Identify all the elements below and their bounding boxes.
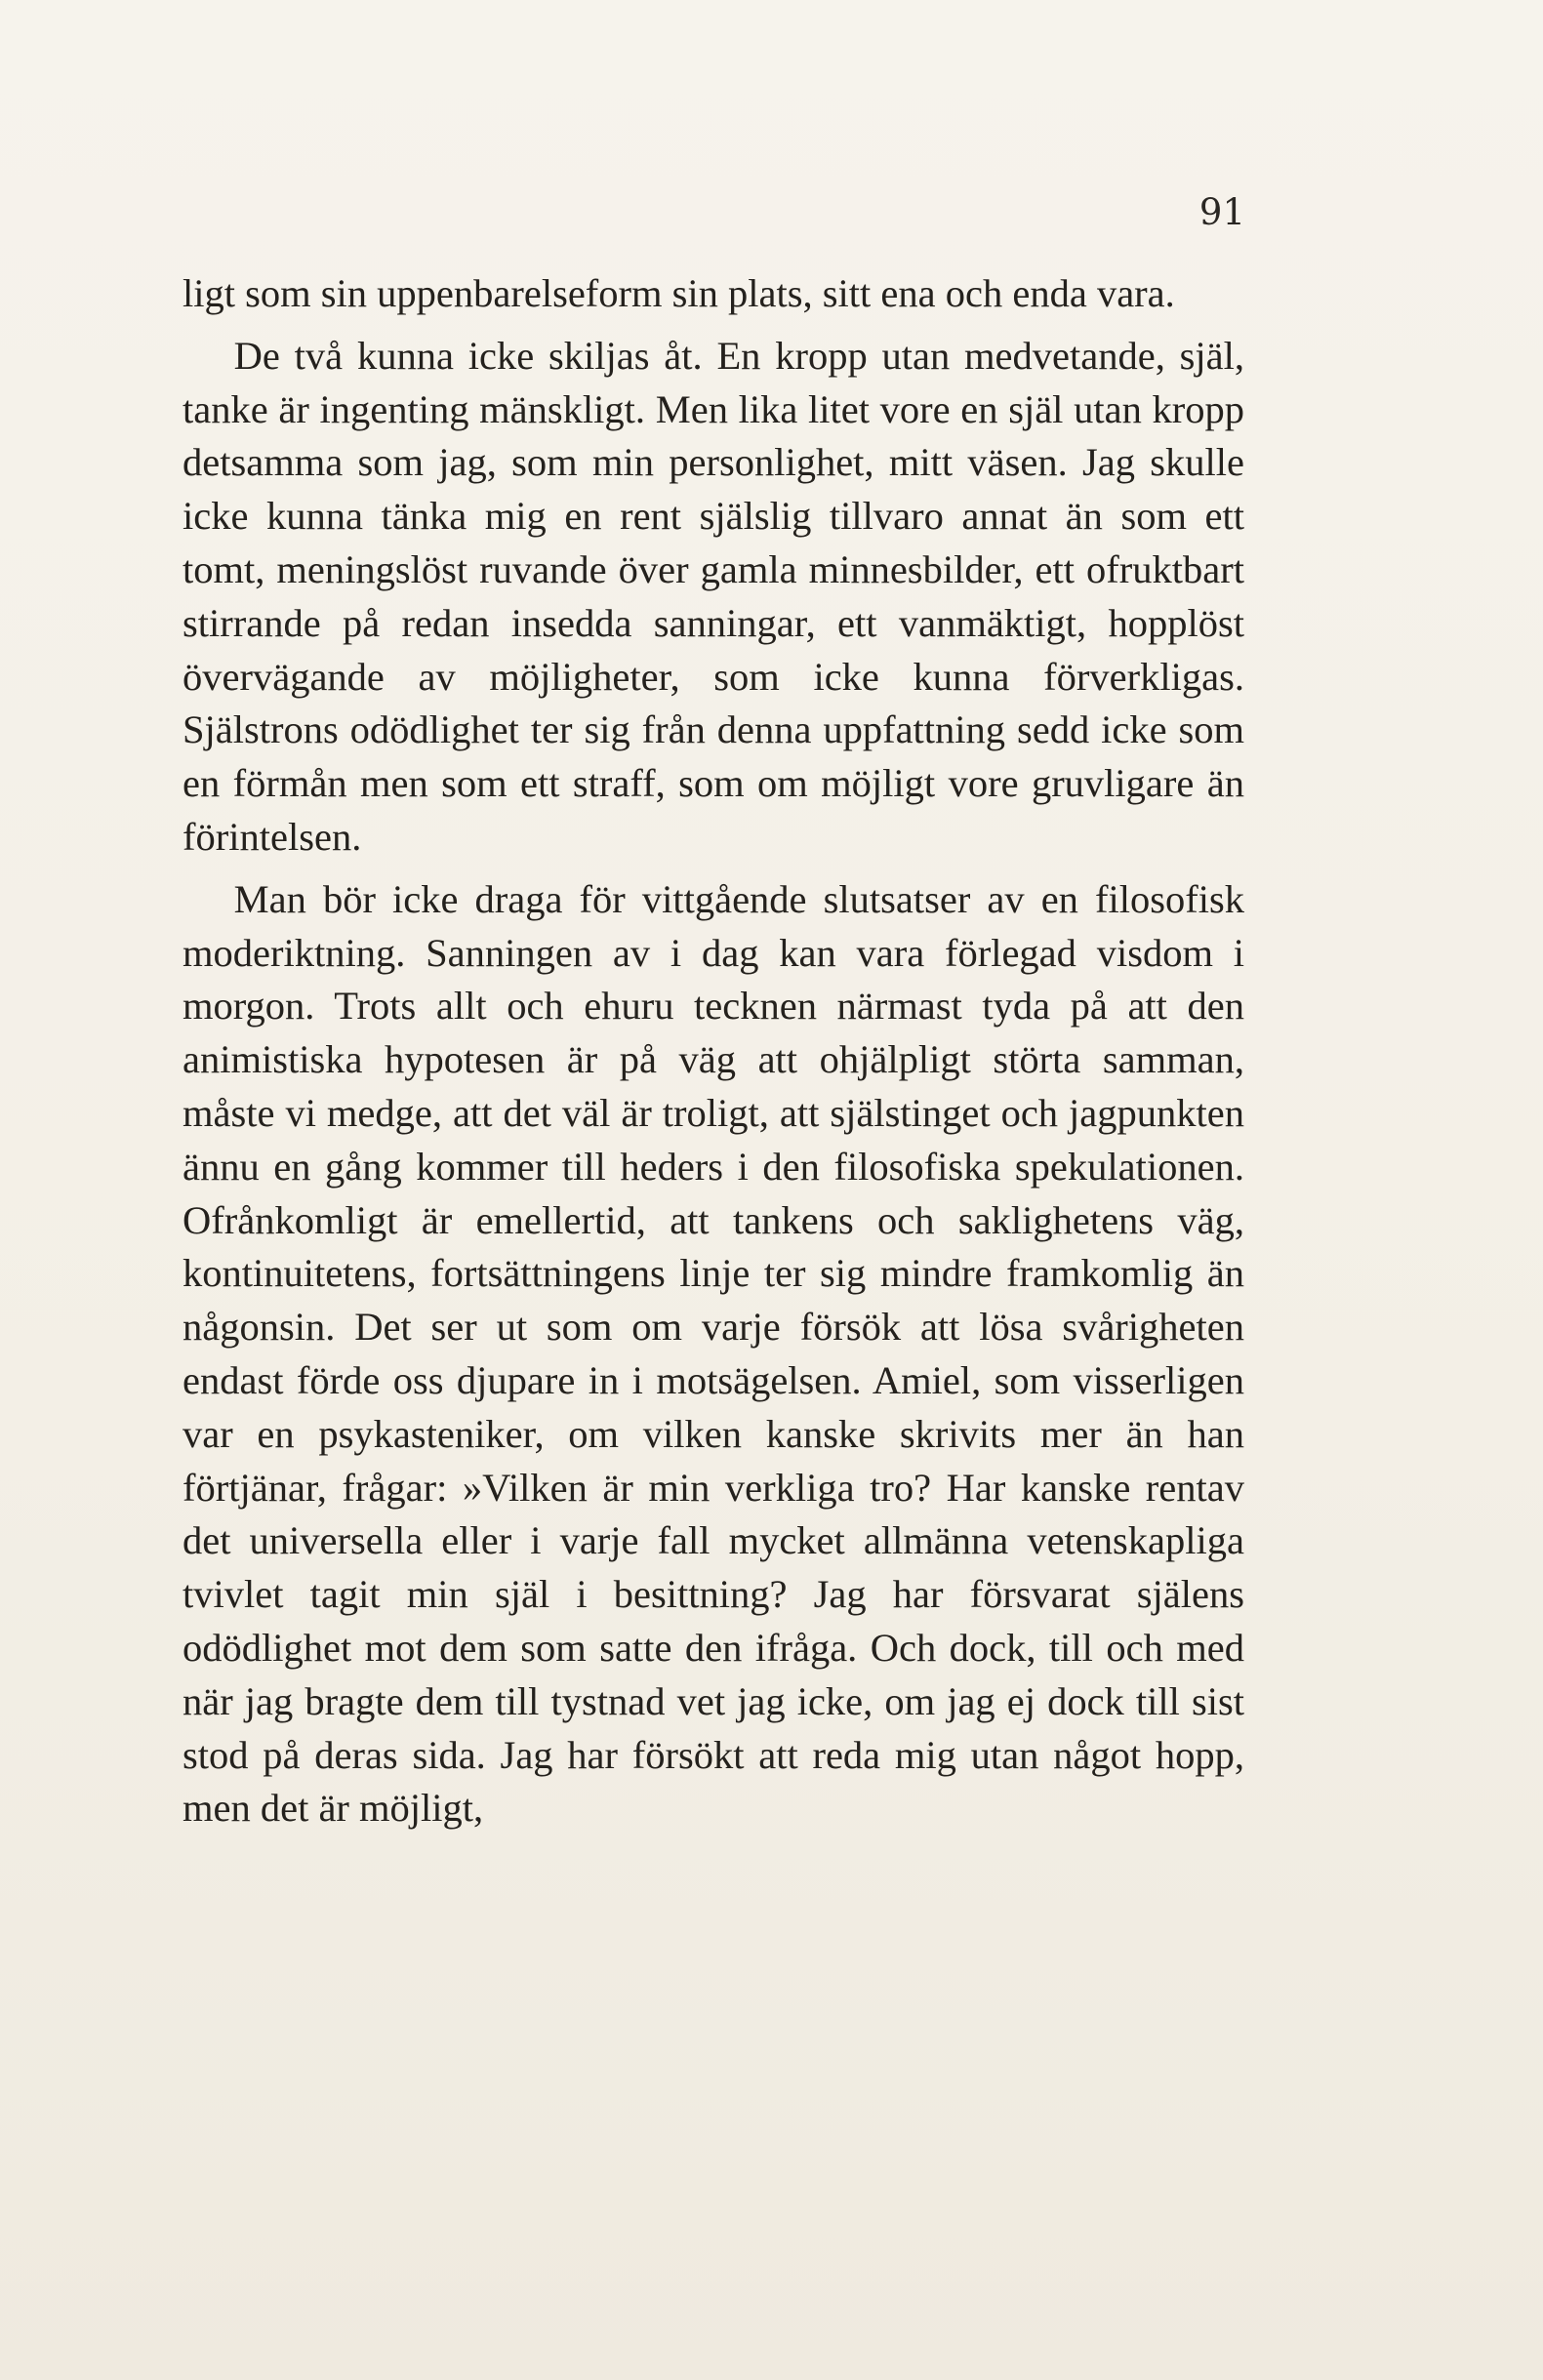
page-number: 91 [1198, 191, 1245, 233]
body-text [183, 267, 1244, 1835]
paragraph-philosophy: Man bör icke draga för vittgående slutsatser av en filosofisk moderiktning. Sanningen av i dag kan vara förlegad visdom i morgon. Trots allt och ehuru tecknen närmast tyda på att den animistiska hypotesen är på väg att ohjälpligt störta samman, måste vi medge, att det väl är troligt, att själstinget och jagpunkten ännu en gång kommer till heders i den filosofiska spekulationen. Ofrånkomligt är emellertid, att tankens och saklighetens väg, kontinuitetens, fortsättningens linje ter sig mindre framkomlig än någonsin. Det ser ut som om varje försök att lösa svårigheten endast förde oss djupare in i motsägelsen. Amiel, som visserligen var en psykasteniker, om vilken kanske skrivits mer än han förtjänar, frågar: »Vilken är min verkliga tro? Har kanske rentav det universella eller i varje fall mycket allmänna vetenskapliga tvivlet tagit min själ i besittning? Jag har försvarat själens odödlighet mot dem som satte den ifråga. Och dock, till och med när jag bragte dem till tystnad vet jag icke, om jag ej dock till sist stod på deras sida. Jag har försökt att reda mig utan något hopp, men det är möjligt, [183, 876, 1244, 1831]
paragraph-continuation: ligt som sin uppenbarelseform sin plats, sitt ena och enda vara. [183, 271, 1175, 315]
paragraph-soul-body: De två kunna icke skiljas åt. En kropp utan medvetande, själ, tanke är ingenting mänskligt. Men lika litet vore en själ utan kropp detsamma som jag, som min personlighet, mitt väsen. Jag skulle icke kunna tänka mig en rent själslig tillvaro annat än som ett tomt, meningslöst ruvande över gamla minnesbilder, ett ofruktbart stirrande på redan insedda sanningar, ett vanmäktigt, hopplöst övervägande av möjligheter, som icke kunna förverkligas. Själstrons odödlighet ter sig från denna uppfattning sedd icke som en förmån men som ett straff, som om möjligt vore gruvligare än förintelsen. [183, 333, 1244, 859]
